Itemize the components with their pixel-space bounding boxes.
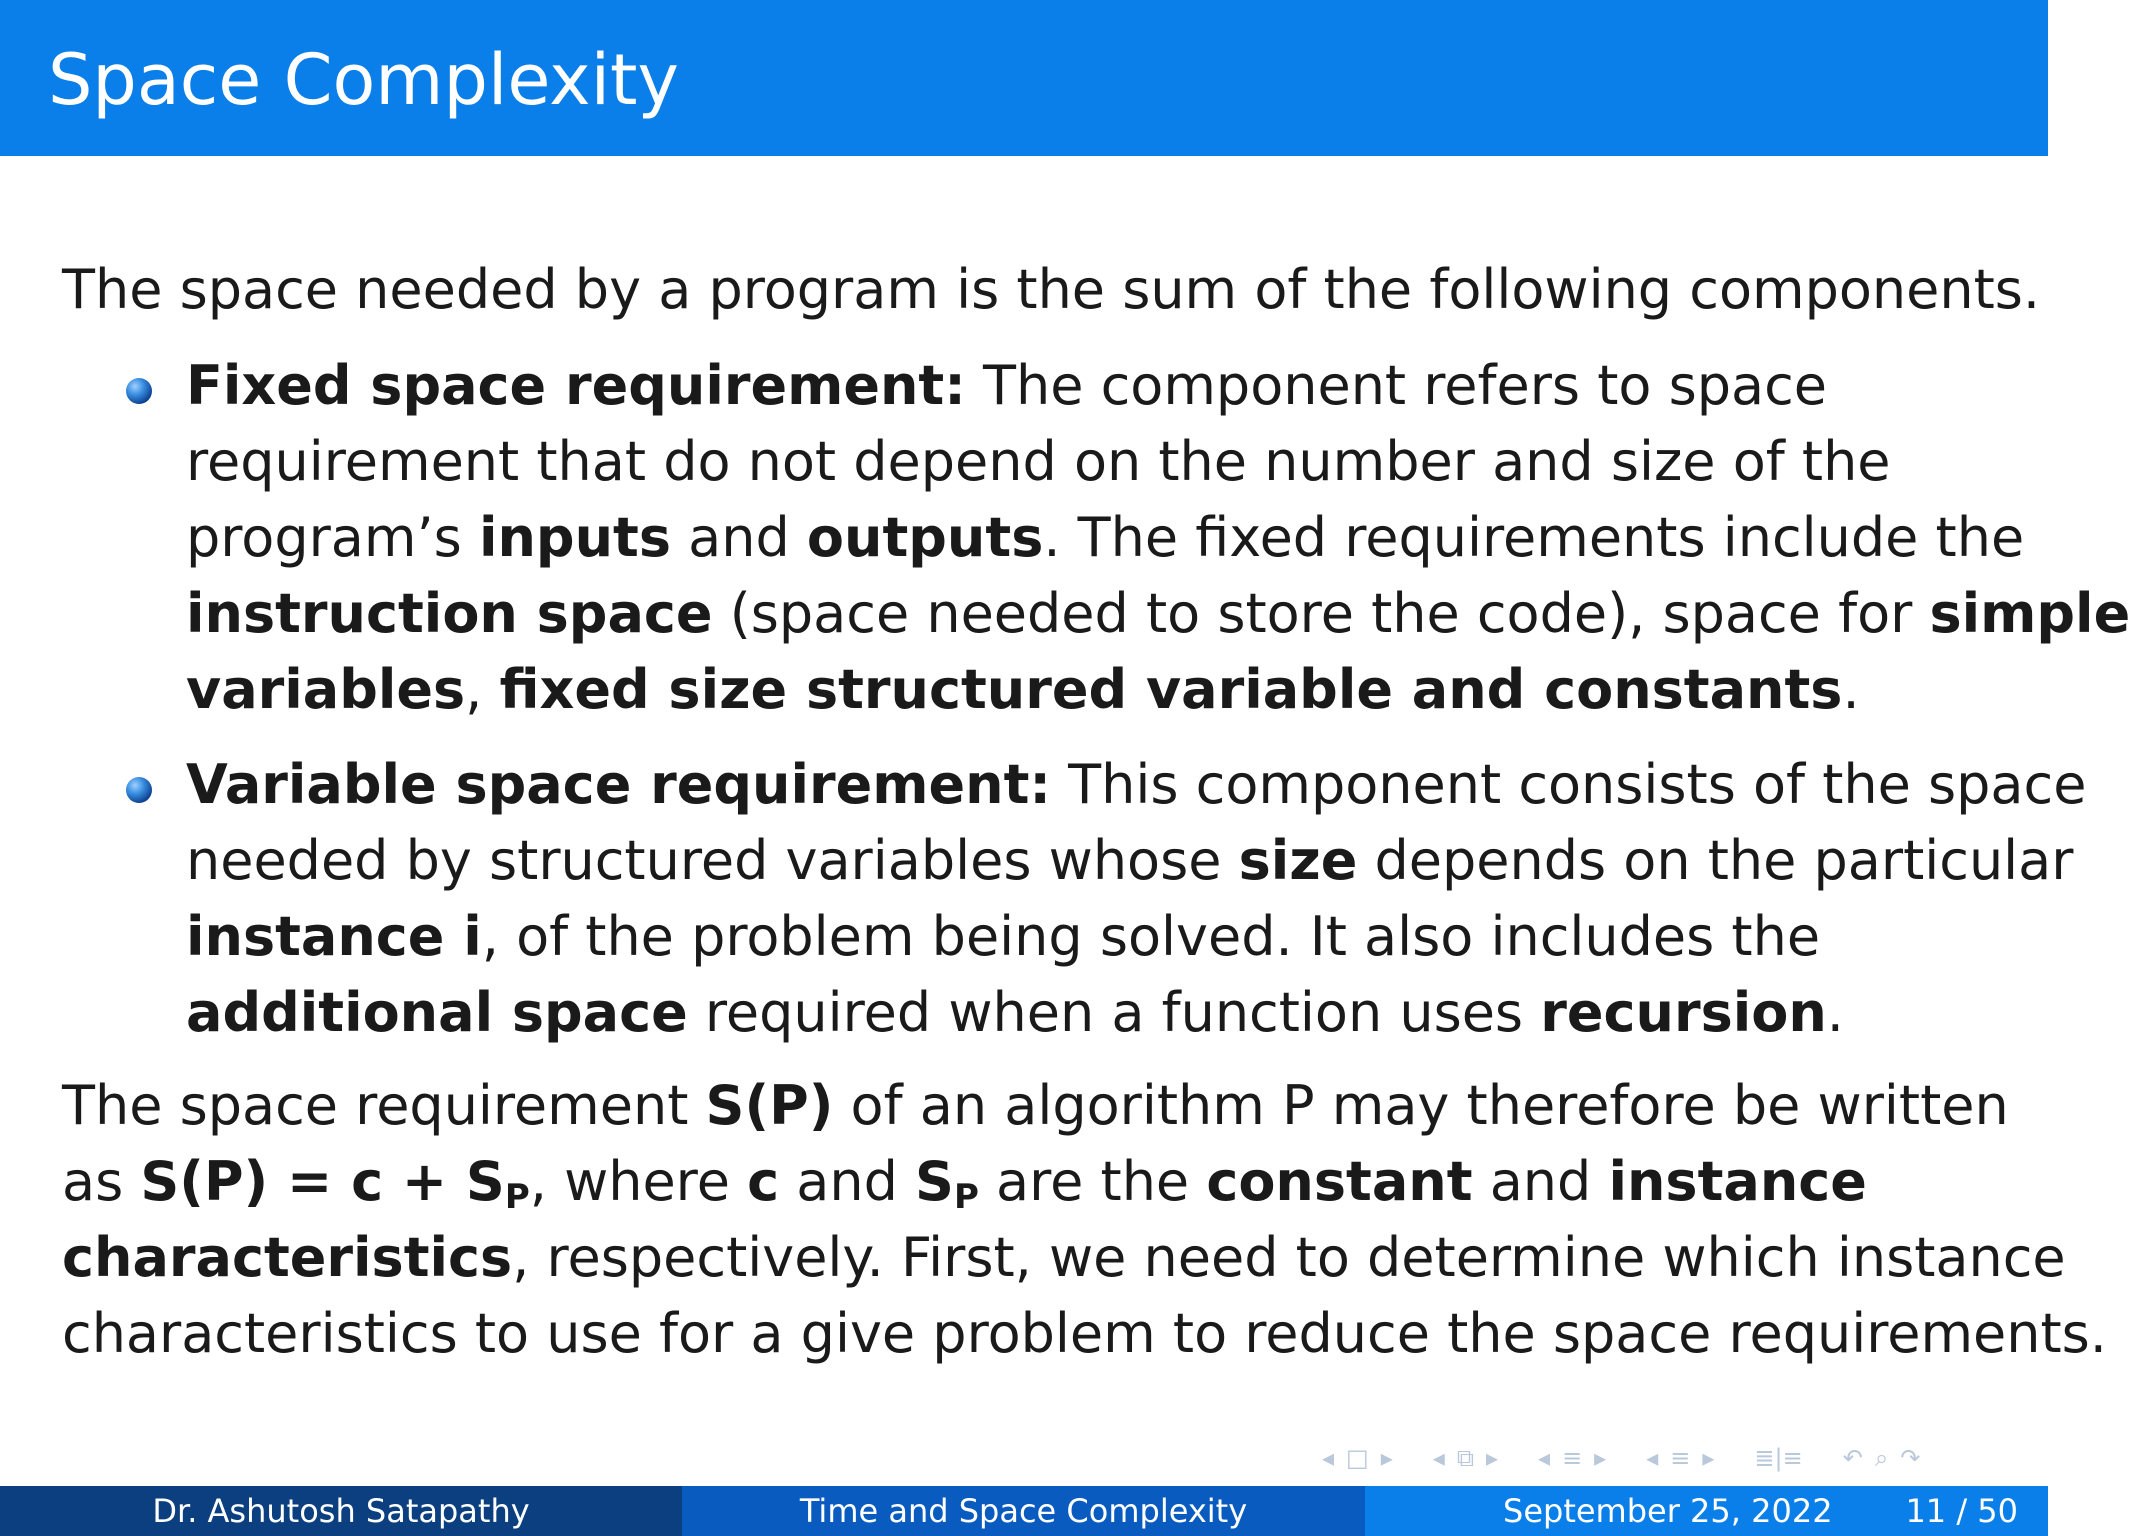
bullet1-line1: Fixed space requirement: The component refers to space bbox=[186, 354, 1828, 417]
intro-text: The space needed by a program is the sum of the following components. bbox=[62, 258, 2041, 321]
bullet2-line3: instance i, of the problem being solved. It also includes the bbox=[186, 905, 1821, 968]
bullet1-line3: program’s inputs and outputs. The fixed requirements include the bbox=[186, 506, 2025, 569]
nav-next-section-icon[interactable]: ▸ bbox=[1702, 1444, 1715, 1472]
nav-appendix-icon[interactable]: ≣|≡ bbox=[1754, 1444, 1803, 1472]
bullet-icon bbox=[126, 378, 152, 404]
bullet1-line5: variables, fixed size structured variable and constants. bbox=[186, 658, 1860, 721]
title-bar bbox=[0, 0, 2048, 156]
nav-next-section-icon[interactable]: ▸ bbox=[1594, 1444, 1607, 1472]
nav-next-frame-icon[interactable]: ▸ bbox=[1380, 1444, 1393, 1472]
nav-prev-subsection-icon[interactable]: ◂ bbox=[1432, 1444, 1445, 1472]
footer-author: Dr. Ashutosh Satapathy bbox=[0, 1486, 682, 1536]
nav-forward-icon[interactable]: ↷ bbox=[1900, 1444, 1921, 1472]
slide-title: Space Complexity bbox=[48, 39, 679, 121]
nav-section-icon[interactable]: ≡ bbox=[1670, 1444, 1691, 1472]
bullet-icon bbox=[126, 777, 152, 803]
nav-back-icon[interactable]: ↶ bbox=[1842, 1444, 1863, 1472]
footer-date-page bbox=[1365, 1486, 2048, 1536]
nav-prev-frame-icon[interactable]: ◂ bbox=[1322, 1444, 1335, 1472]
nav-subsection-icon[interactable]: ⧉ bbox=[1456, 1444, 1474, 1472]
para2-line1: The space requirement S(P) of an algorithm P may therefore be written bbox=[62, 1074, 2009, 1137]
nav-next-subsection-icon[interactable]: ▸ bbox=[1485, 1444, 1499, 1472]
bullet2-line1: Variable space requirement: This component consists of the space bbox=[186, 753, 2087, 816]
bullet1-line4: instruction space (space needed to store the code), space for simple bbox=[186, 582, 2130, 645]
footer-bar bbox=[0, 1486, 2048, 1536]
nav-frame-icon[interactable]: □ bbox=[1346, 1444, 1369, 1472]
nav-prev-section-icon[interactable]: ◂ bbox=[1646, 1444, 1659, 1472]
nav-search-icon[interactable]: ⌕ bbox=[1874, 1444, 1889, 1472]
para2-line2: as $S(P) = c + S_P$, where c and $S_P$ are the constant and instance bbox=[62, 1150, 1867, 1217]
nav-section-icon[interactable]: ≡ bbox=[1562, 1444, 1583, 1472]
beamer-navigation bbox=[1322, 1440, 2038, 1476]
para2-line4: characteristics to use for a give problem to reduce the space requirements. bbox=[62, 1302, 2107, 1365]
nav-prev-section-icon[interactable]: ◂ bbox=[1538, 1444, 1551, 1472]
footer-date: September 25, 2022 bbox=[1503, 1492, 1833, 1530]
footer-page-number: 11 / 50 bbox=[1905, 1492, 2018, 1530]
bullet2-line4: additional space required when a function uses recursion. bbox=[186, 981, 1844, 1044]
bullet1-line2: requirement that do not depend on the number and size of the bbox=[186, 430, 1891, 493]
bullet2-line2: needed by structured variables whose size depends on the particular bbox=[186, 829, 2074, 892]
footer-talk-title: Time and Space Complexity bbox=[682, 1486, 1365, 1536]
para2-line3: characteristics, respectively. First, we need to determine which instance bbox=[62, 1226, 2066, 1289]
